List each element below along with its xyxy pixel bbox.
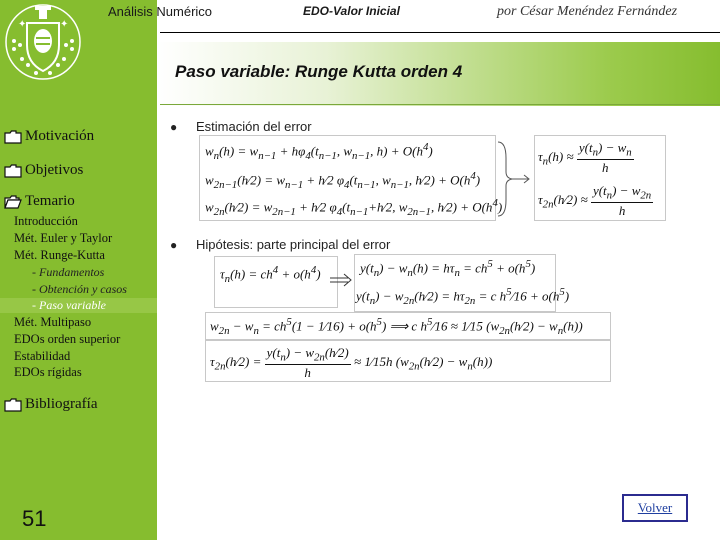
folder-icon bbox=[4, 164, 22, 178]
svg-text:✦: ✦ bbox=[18, 19, 27, 30]
temario-multipaso[interactable]: Mét. Multipaso bbox=[14, 315, 92, 329]
course-name: Análisis Numérico bbox=[108, 4, 213, 19]
equation-wn-h: $w_n(h) = w_{n-1} + h\varphi_4(t_{n-1}$, $w_{n-1}$, $h) + O(h^4)$ bbox=[205, 141, 433, 162]
bullet-dot: ● bbox=[170, 238, 178, 252]
page-number: 51 bbox=[22, 506, 47, 531]
equation-y-minus-w2n: $y(t_n)$ − $w_{2n}(h⁄2) = h\tau_{2n} = c$ $h^5⁄16 + o(h^5)$ bbox=[356, 286, 570, 307]
open-folder-icon bbox=[4, 195, 22, 209]
header-divider bbox=[160, 32, 720, 33]
title-divider bbox=[160, 104, 720, 105]
folder-icon bbox=[4, 130, 22, 144]
bullet-text: Estimación del error bbox=[196, 119, 312, 134]
nav-item-bibliografia[interactable] bbox=[4, 396, 97, 413]
temario-obtencion[interactable]: - Obtención y casos bbox=[32, 282, 127, 296]
nav-label: Bibliografía bbox=[25, 396, 98, 412]
temario-orden-superior[interactable]: EDOs orden superior bbox=[14, 332, 121, 346]
bullet-dot: ● bbox=[170, 120, 178, 134]
temario-rigidas[interactable]: EDOs rígidas bbox=[14, 365, 82, 379]
nav-label: Motivación bbox=[25, 128, 95, 144]
volver-label: Volver bbox=[637, 500, 673, 515]
equation-tau-2n: $\tau_{2n}(h⁄2)$ ≈ $\frac{y(t_n) - w_{2n}}{h}$ bbox=[538, 183, 652, 218]
equation-tau-ch4: $\tau_n(h) = ch^4 + o(h^4)$ bbox=[220, 264, 321, 285]
nav-item-temario[interactable] bbox=[4, 193, 75, 210]
equation-final-estimate: $\tau_{2n}(h⁄2)$ = $\frac{y(t_n) - w_{2n}(h⁄2)}{h}$ ≈ 1⁄15h $(w_{2n}(h⁄2) - w_n(h))$ bbox=[210, 345, 493, 380]
temario-runge-kutta[interactable]: Mét. Runge-Kutta bbox=[14, 248, 105, 262]
folder-icon bbox=[4, 398, 22, 412]
double-arrow bbox=[326, 254, 354, 309]
nav-label: Objetivos bbox=[25, 162, 84, 178]
nav-item-objetivos[interactable] bbox=[4, 162, 83, 179]
temario-fundamentos[interactable]: - Fundamentos bbox=[32, 265, 105, 279]
nav-item-motivacion[interactable] bbox=[4, 128, 94, 145]
author-name: por César Menéndez Fernández bbox=[497, 4, 678, 19]
temario-estabilidad[interactable]: Estabilidad bbox=[14, 349, 71, 363]
nav-label: Temario bbox=[25, 193, 75, 209]
equation-y-minus-wn: $y(t_n) - w_n(h) = h\tau_n = ch^5 + o(h^5)$ bbox=[360, 258, 536, 279]
temario-paso-variable[interactable]: - Paso variable bbox=[32, 298, 106, 312]
temario-euler-taylor[interactable]: Mét. Euler y Taylor bbox=[14, 231, 113, 245]
svg-text:✦: ✦ bbox=[60, 19, 69, 30]
topic-name: EDO-Valor Inicial bbox=[303, 4, 400, 18]
bullet-text: Hipótesis: parte principal del error bbox=[196, 237, 391, 252]
equation-difference: $w_{2n} - w_n = ch^5(1$ − 1⁄16) + $o(h^5)$ ⟹ c $h^5⁄16$ ≈ 1⁄15 $(w_{2n}(h⁄2) - w_n(h))$ bbox=[210, 316, 583, 337]
equation-w2n-1: $w_{2n-1}(h⁄2) = w_{n-1}$ + h⁄2 $\varphi_4(t_{n-1}$, $w_{n-1}$, h⁄2) + $O(h^4)$ bbox=[205, 170, 481, 191]
equation-tau-n: $\tau_n(h)$ ≈ $\frac{y(t_n) - w_n}{h}$ bbox=[538, 140, 632, 175]
equation-w2n: $w_{2n}(h⁄2) = w_{2n-1}$ + h⁄2 $\varphi_4(t_{n-1}+h⁄2$, $w_{2n-1}$, h⁄2) + $O(h^4)$ bbox=[205, 197, 503, 218]
university-logo bbox=[2, 1, 84, 83]
brace-arrow bbox=[496, 140, 532, 218]
volver-button[interactable] bbox=[622, 494, 688, 522]
temario-introduccion[interactable]: Introducción bbox=[14, 214, 78, 228]
slide-title: Paso variable: Runge Kutta orden 4 bbox=[175, 62, 463, 81]
